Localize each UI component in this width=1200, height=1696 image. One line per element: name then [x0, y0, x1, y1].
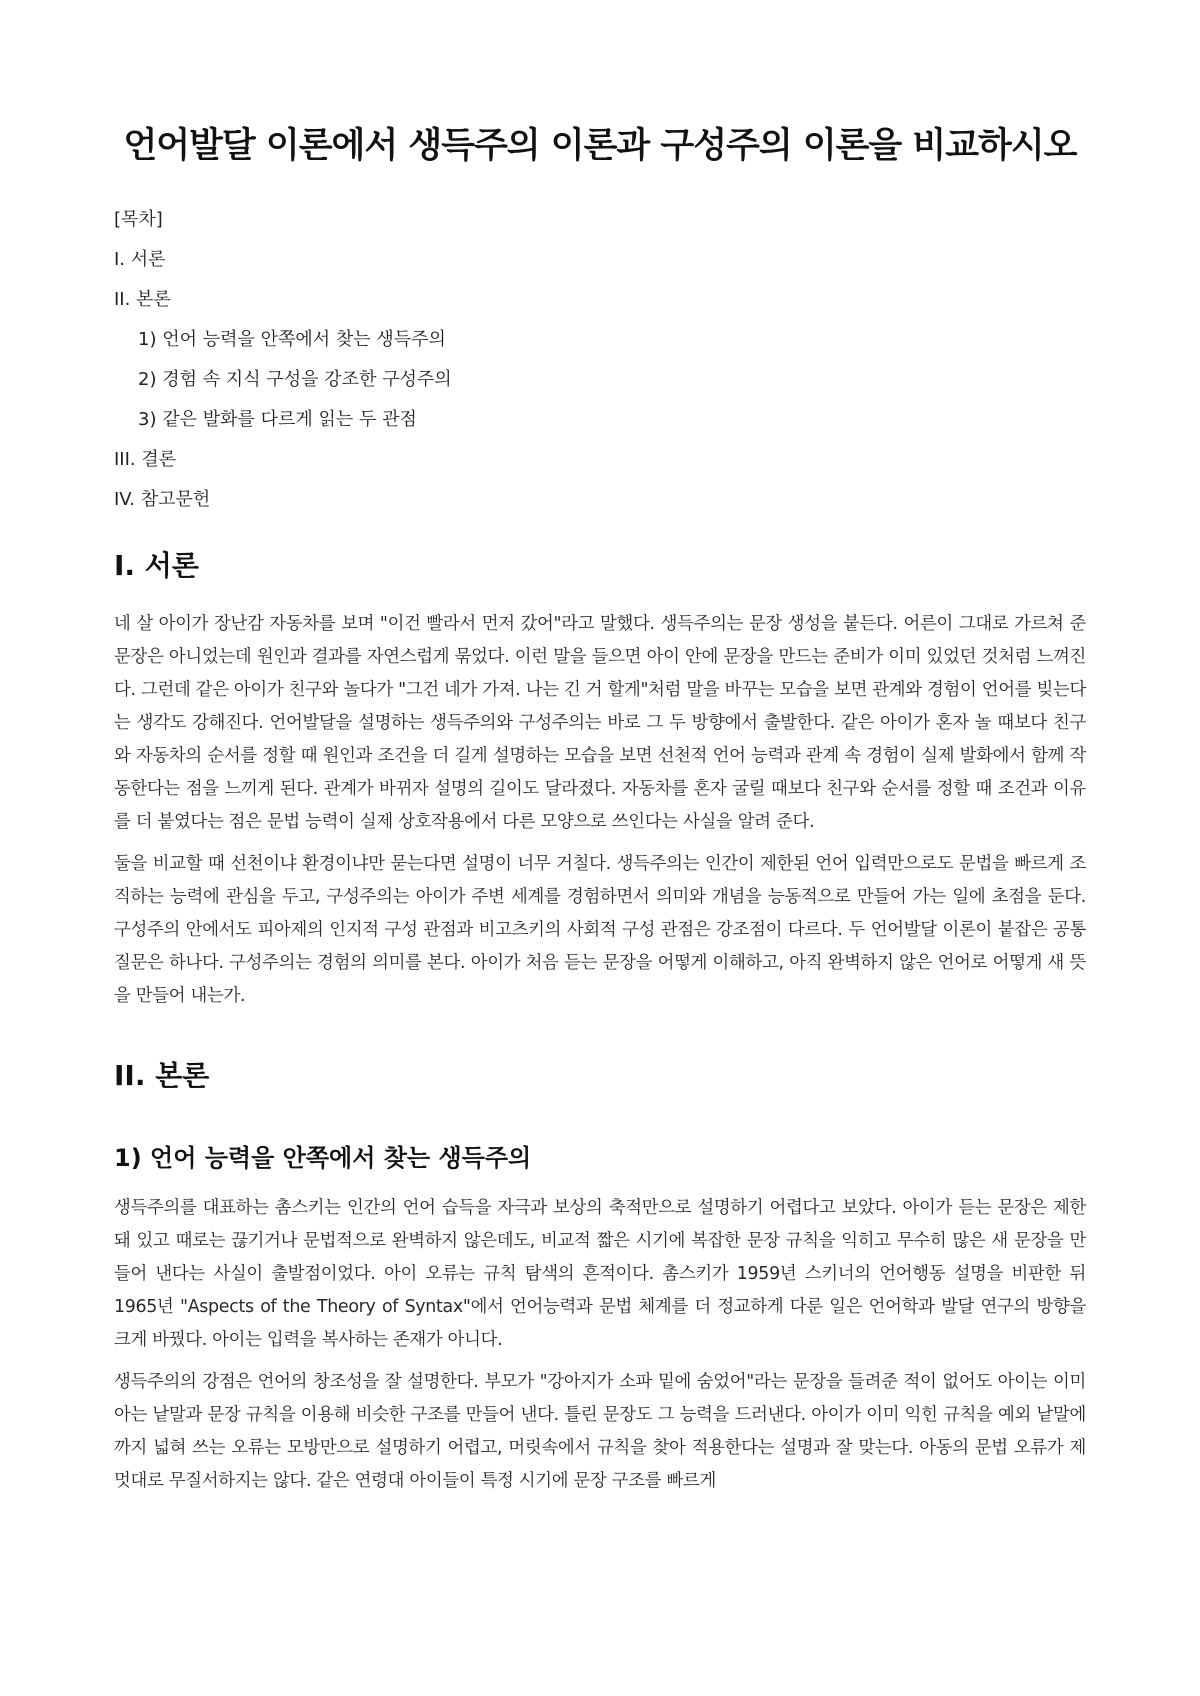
toc-item-body: II. 본론 — [114, 289, 171, 310]
section-heading-body: II. 본론 — [114, 1059, 210, 1092]
toc-item-references: IV. 참고문헌 — [114, 489, 211, 510]
subsection-heading-body-1: 1) 언어 능력을 안쪽에서 찾는 생득주의 — [114, 1144, 532, 1172]
toc-item-intro: I. 서론 — [114, 249, 166, 270]
section-heading-intro: I. 서론 — [114, 549, 199, 582]
toc-item-conclusion: III. 결론 — [114, 449, 177, 470]
toc-item-body-3: 3) 같은 발화를 다르게 읽는 두 관점 — [138, 409, 417, 430]
table-of-contents — [114, 200, 1086, 520]
intro-paragraph-1: 네 살 아이가 장난감 자동차를 보며 "이건 빨라서 먼저 갔어"라고 말했다. 생득주의는 문장 생성을 붙든다. 어른이 그대로 가르쳐 준 문장은 아니었는데 원인과 결과를 자연스럽게 묶었다. 이런 말을 들으면 아이 안에 문장을 만드는 준비가 이미 있었던 것처럼 느껴진다. 그런데 같은 아이가 친구와 놀다가 "그건 네가 가져. 나는 긴 거 할게"처럼 말을 바꾸는 모습을 보면 관계와 경험이 언어를 빚는다는 생각도 강해진다. 언어발달을 설명하는 생득주의와 구성주의는 바로 그 두 방향에서 출발한다. 같은 아이가 혼자 놀 때보다 친구와 자동차의 순서를 정할 때 원인과 조건을 더 길게 설명하는 모습을 보면 선천적 언어 능력과 관계 속 경험이 실제 발화에서 함께 작동한다는 점을 느끼게 된다. 관계가 바뀌자 설명의 길이도 달라졌다. 자동차를 혼자 굴릴 때보다 친구와 순서를 정할 때 조건과 이유를 더 붙였다는 점은 문법 능력이 실제 상호작용에서 다른 모양으로 쓰인다는 사실을 알려 준다. — [114, 614, 1086, 832]
spacer — [114, 1118, 1086, 1140]
toc-item-body-1: 1) 언어 능력을 안쪽에서 찾는 생득주의 — [138, 329, 446, 350]
body-1-paragraph-2: 생득주의의 강점은 언어의 창조성을 잘 설명한다. 부모가 "강아지가 소파 밑에 숨었어"라는 문장을 들려준 적이 없어도 아이는 이미 아는 낱말과 문장 규칙을 이용해 비슷한 구조를 만들어 낸다. 틀린 문장도 그 능력을 드러낸다. 아이가 이미 익힌 규칙을 예외 낱말에까지 넓혀 쓰는 오류는 모방만으로 설명하기 어렵고, 머릿속에서 규칙을 찾아 적용한다는 설명과 잘 맞는다. 아동의 문법 오류가 제멋대로 무질서하지는 않다. 같은 연령대 아이들이 특정 시기에 문장 구조를 빠르게 — [114, 1372, 1086, 1491]
toc-heading: [목차] — [114, 209, 163, 230]
toc-item-body-2: 2) 경험 속 지식 구성을 강조한 구성주의 — [138, 369, 452, 390]
document-title: 언어발달 이론에서 생득주의 이론과 구성주의 이론을 비교하시오 — [123, 126, 1077, 166]
intro-paragraph-2: 둘을 비교할 때 선천이냐 환경이냐만 묻는다면 설명이 너무 거칠다. 생득주의는 인간이 제한된 언어 입력만으로도 문법을 빠르게 조직하는 능력에 관심을 두고, 구성주의는 아이가 주변 세계를 경험하면서 의미와 개념을 능동적으로 만들어 가는 일에 초점을 둔다. 구성주의 안에서도 피아제의 인지적 구성 관점과 비고츠키의 사회적 구성 관점은 강조점이 다르다. 두 언어발달 이론이 붙잡은 공통 질문은 하나다. 구성주의는 경험의 의미를 본다. 아이가 처음 듣는 문장을 어떻게 이해하고, 아직 완벽하지 않은 언어로 어떻게 새 뜻을 만들어 내는가. — [114, 854, 1086, 1006]
spacer — [114, 1022, 1086, 1056]
body-1-paragraph-1: 생득주의를 대표하는 촘스키는 인간의 언어 습득을 자극과 보상의 축적만으로 설명하기 어렵다고 보았다. 아이가 듣는 문장은 제한돼 있고 때로는 끊기거나 문법적으로 완벽하지 않은데도, 비교적 짧은 시기에 복잡한 문장 규칙을 익히고 무수히 많은 새 문장을 만들어 낸다는 사실이 출발점이었다. 아이 오류는 규칙 탐색의 흔적이다. 촘스키가 1959년 스키너의 언어행동 설명을 비판한 뒤 1965년 "Aspects of the Theory of Syntax"에서 언어능력과 문법 체계를 더 정교하게 다룬 일은 언어학과 발달 연구의 방향을 크게 바꿨다. 아이는 입력을 복사하는 존재가 아니다. — [114, 1198, 1086, 1350]
